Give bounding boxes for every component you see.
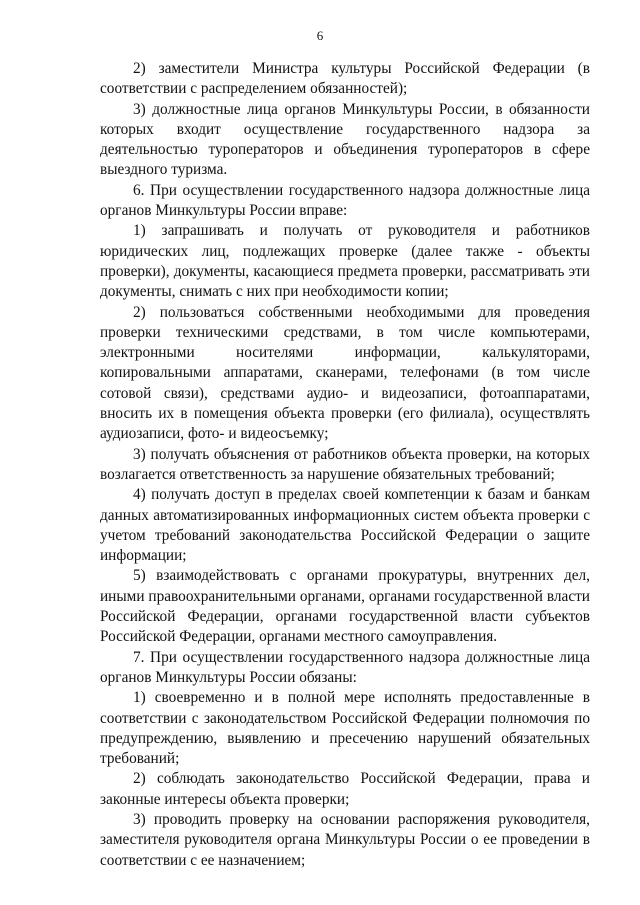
page-number: 6 [316,28,324,43]
paragraph-right-2-technical-means: 2) пользоваться собственными необходимыми для проведения проверки техническими средствами, в том числе компьютерами, электронными носителями информации, калькуляторами, копировальными аппаратами, сканерами, телефонами (в том числе сотовой связи), средствами аудио- и видеозаписи, фотоаппаратами, вносить их в помещения объекта проверки (его филиала), осуществлять аудиозаписи, фото- и видеосъемку; [100,303,590,443]
paragraph-duty-2-observe-law: 2) соблюдать законодательство Российской Федерации, права и законные интересы объекта проверки; [100,770,590,808]
paragraph-duty-3-conduct-inspection: 3) проводить проверку на основании распоряжения руководителя, заместителя руководителя органа Минкультуры России о ее проведении в соответствии с ее назначением; [100,810,590,869]
paragraph-right-3-explanations: 3) получать объяснения от работников объекта проверки, на которых возлагается ответственность за нарушение обязательных требований; [100,445,590,483]
paragraph-right-4-database-access: 4) получать доступ в пределах своей компетенции к базам и банкам данных автоматизированных информационных систем объекта проверки с учетом требований законодательства Российской Федерации о защите информации; [100,486,590,565]
paragraph-right-1-request-documents: 1) запрашивать и получать от руководителя и работников юридических лиц, подлежащих проверке (далее также - объекты проверки), документы, касающиеся предмета проверки, рассматривать эти документы, снимать с них при необходимости копии; [100,222,590,301]
paragraph-right-5-interaction: 5) взаимодействовать с органами прокуратуры, внутренних дел, иными правоохранительными органами, органами государственной власти Российской Федерации, органами государственной власти субъектов Российской Федерации, органами местного самоуправления. [100,567,590,646]
document-body [100,59,590,871]
paragraph-duty-1-exercise-powers: 1) своевременно и в полной мере исполнять предоставленные в соответствии с законодательством Российской Федерации полномочия по предупреждению, выявлению и пресечению нарушений обязательных требований; [100,689,590,768]
paragraph-section-7-duties: 7. При осуществлении государственного надзора должностные лица органов Минкультуры России обязаны: [100,648,590,686]
paragraph-section-6-rights: 6. При осуществлении государственного надзора должностные лица органов Минкультуры России вправе: [100,181,590,220]
paragraph-item-3-officials: 3) должностные лица органов Минкультуры России, в обязанности которых входит осуществление государственного надзора за деятельностью туроператоров и объединения туроператоров в сфере выездного туризма. [100,100,590,179]
paragraph-item-2-deputy-ministers: 2) заместители Министра культуры Российской Федерации (в соответствии с распределением обязанностей); [100,60,590,98]
